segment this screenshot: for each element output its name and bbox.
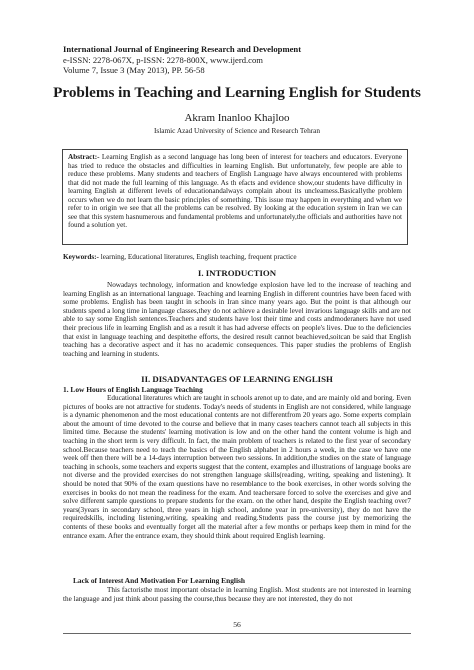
keywords-label: Keywords:- — [63, 253, 99, 261]
abstract-label: Abstract:- — [68, 153, 100, 161]
journal-volume: Volume 7, Issue 3 (May 2013), PP. 56-58 — [63, 65, 205, 76]
lack-of-interest-paragraph: This factoristhe most important obstacle in learning English. Most students are not interested in learning the language and just think about passing the course,thus because they are not interested, they do not — [63, 586, 411, 603]
paper-title: Problems in Teaching and Learning English for Students — [53, 84, 421, 101]
keywords — [63, 253, 411, 262]
abstract-text: Learning English as a second language has long been of interest for teachers and educators. Everyone has tried to reduce the obstacles and difficulties in learning English. But unfortunately, few people are able to reduce these problems. Many students and teachers of English Language have always encountered with problems that did not made the full learning of this language. As th efacts and evidence show,our students have difficulty in learning English at different levels of educationandalways complain about its uncleamess.Basicallythe problem occurs when we do not learn the basic principles of something. This issue may happen in everything and when we refer to in origin we see that all the problems can be resolved. By looking at the education system in Iran we can see that this system hasnumerous and fundamental problems and unfortunately,the officials and authorities have not found a solution yet. — [68, 153, 402, 230]
journal-header — [63, 44, 423, 76]
journal-issn: e-ISSN: 2278-067X, p-ISSN: 2278-800X, www.ijerd.com — [63, 54, 263, 65]
journal-name: International Journal of Engineering Research and Development — [63, 44, 302, 54]
subsection-heading-low-hours: 1. Low Hours of English Language Teaching — [63, 385, 203, 394]
keywords-text: learning, Educational literatures, English teaching, frequent practice — [98, 253, 297, 261]
abstract-box — [62, 149, 408, 245]
introduction-paragraph: Nowadays technology, information and knowledge explosion have led to the increase of teaching and learning English as an international language. Teaching and learning English in different countries have been faced with some problems. English has been taught in schools in Iran since many years ago. But the point is that although our students spend a long time in language classes,they do not achieve a desirable level invarious language skills and are not able to say some English sentences.Teachers and students have lost their time and costs andmoderaners have not used their precious life in learning English and as a result it has had adverse effects on people's lives. Due to the deficiencies that exist in language teaching and despitethe efforts, the desired result cannot beachieved,soitcan be said that English teaching has a decorative aspect and it has no academic consequences. This paper studies the problems of English teaching and learning in students. — [63, 281, 411, 358]
section-heading-introduction: I. INTRODUCTION — [197, 268, 277, 278]
section-heading-disadvantages: II. DISADVANTAGES OF LEARNING ENGLISH — [141, 374, 333, 384]
page-number: 56 — [233, 620, 241, 629]
paper-affiliation: Islamic Azad University of Science and Research Tehran — [153, 126, 321, 135]
low-hours-paragraph: Educational literatures which are taught in schools arenot up to date, and are mainly old and boring. Even pictures of books are not attractive for students. Today's needs of students in English are not considered, while language is a dynamic phenomenon and the most educational contents are not differentfrom 20 years ago. Some experts complain about the amount of time devoted to the course and believe that in many cases teachers cannot teach all subjects in this limited time. Because the students' learning motivation is low and on the other hand the content volume is high and teaching in the short term is very difficult. In fact, the main problem of teachers is related to the first year of secondary school.Because teachers need to teach the basics of the English alphabet in 2 hours a week, in the case we have one week off then there will be a 14-days interruption between two sessions. In addition,the studies on the state of language teaching in schools, some teachers and experts suggest that the content, examples and illustrations of language books are not diverse and the provided exercises do not strengthen language skills(reading, writing, speaking and listening). It should be noted that 90% of the exam questions have no resemblance to the book exercises, in other words solving the exercises in books do not mean the readiness for the exam. And teachersare forced to solve the exercises and give and solve different sample questions to prepare students for the exam. on the other hand, despite the English teaching over7 years(3years in secondary school, three years in high school, andone year in pre-university), they do not have the requiredskills, including listening,writing, speaking and reading.Students pass the course just by memorizing the contents of these books and eventually forget all the material after a few months or perhaps keep them in mind for the entrance exam. After the entrance exam, they should think about required English learning. — [63, 394, 411, 540]
paper-author: Akram Inanloo Khajloo — [184, 112, 290, 124]
subsection-heading-lack-of-interest: Lack of Interest And Motivation For Learning English — [73, 576, 245, 585]
footer-divider — [63, 633, 411, 634]
